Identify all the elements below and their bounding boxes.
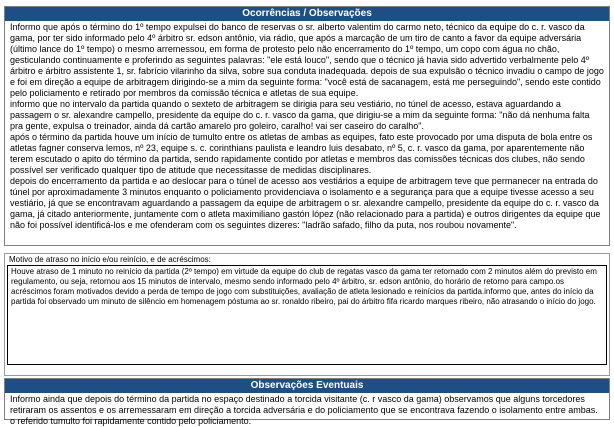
eventual-header: Observações Eventuais [5,379,609,393]
delay-label: Motivo de atraso no início e/ou reinício, e de acréscimos: [9,255,211,264]
occurrence-paragraph: informo que no intervalo da partida quando o sexteto de arbitragem se dirigia para seu vestiário, no túnel de acesso, estava aguardando a passagem o sr. alexandre campello, presidente da equipe do c. r. vasco da gama, que dirigiu-se a mim da seguinte forma: "não dá nenhuma falta pra gente, expulsa o treinador, ainda dá cartão amarelo pro goleiro, caralho! vai ser caseiro do caralho". [10,99,590,131]
eventual-text: Informo ainda que depois do término da partida no espaço destinado a torcida visitante (c. r vasco da gama) observamos que alguns torcedores retiraram os assentos e os arremessaram em direção a torcida adversária e do policiamento que se encontrava fazendo o isolamento entre ambas. o referido tumulto foi rapidamente contido pelo policiamento. [10,394,598,426]
occurrence-paragraph: após o término da partida houve um início de tumulto entre os atletas de ambas as equipes, fato este provocado por uma disputa de bola entre os atletas fagner conserva lemos, nº 23, equipe s. c. corinthians paulista e leandro luis desabato, nº 5, c. r. vasco da gama, por aparentemente não terem escutado o apito do término da partida, sendo rapidamente contido por atletas e membros das comissões técnicas dos clubes, não sendo possível ser verificado qualquer tipo de atitude que necessitasse de medidas disciplinares. [10,132,593,175]
occurrence-paragraph: Informo que após o término do 1º tempo expulsei do banco de reservas o sr. alberto valentim do carmo neto, técnico da equipe do c. r. vasco da gama, por ter sido informado pelo 4º árbitro sr. edson antônio, via rádio, que após a marcação de um tiro de canto a favor da equipe adversária (último lance do 1º tempo) o mesmo arremessou, em forma de protesto pelo não encerramento do 1º tempo, um copo com água no chão, gesticulando continuamente e proferindo as seguintes palavras: "ele está louco", sendo que o técnico já havia sido advertido verbalmente pelo 4º árbitro e árbitro assistente 1, sr. fabrício vilarinho da silva, sobre sua conduta inadequada. depois de sua expulsão o técnico invadiu o campo de jogo e foi em direção a equipe de arbitragem dirigindo-se a mim da seguinte forma: "você está de sacanagem, está me perseguindo", sendo este contido pelo policiamento e retirado por membros da comissão técnica e atletas de sua equipe. [10,22,604,98]
occurrences-section [4,6,610,246]
eventual-section [4,378,610,426]
occurrences-body [5,21,609,231]
delay-text-box [7,265,607,365]
delay-section [4,253,610,376]
eventual-body [5,393,609,427]
occurrence-paragraph: depois do encerramento da partida e ao deslocar para o túnel de acesso aos vestiários a equipe de arbitragem teve que permanecer na entrada do túnel por aproximadamente 3 minutos enquanto o policiamento providenciava o isolamento e a segurança para que a equipe tivesse acesso a seu vestiário, já que se encontravam aguardando a passagem da equipe de arbitragem o sr. alexandre campello, presidente da equipe do c. r. vasco da gama, já citado anteriormente, juntamente com o atleta maximiliano gastón lópez (não relacionado para a partida) e outros dirigentes da equipe que não foi possível identificá-los e me ofenderam com os seguintes dizeres: "ladrão safado, filho da puta, nos roubou novamente". [10,176,601,230]
occurrences-header: Ocorrências / Observações [5,7,609,21]
delay-text: Houve atraso de 1 minuto no reinício da partida (2º tempo) em virtude da equipe do club de regatas vasco da gama ter retornado com 2 minutos além do previsto em regulamento, ou seja, retornou aos 15 minutos de intervalo, mesmo sendo informado pelo 4º árbitro, sr. edson antônio, do horário de retorno para campo.os acréscimos foram motivados devido a perda de tempo de jogo com substituições, avaliação de atleta lesionado e reinícios da partida.informo que, antes do início da partida foi observado um minuto de silêncio em homenagem póstuma ao sr. ronaldo ribeiro, pai do árbitro fifa ricardo marques ribeiro, não atrasando o início do jogo. [11,267,597,306]
